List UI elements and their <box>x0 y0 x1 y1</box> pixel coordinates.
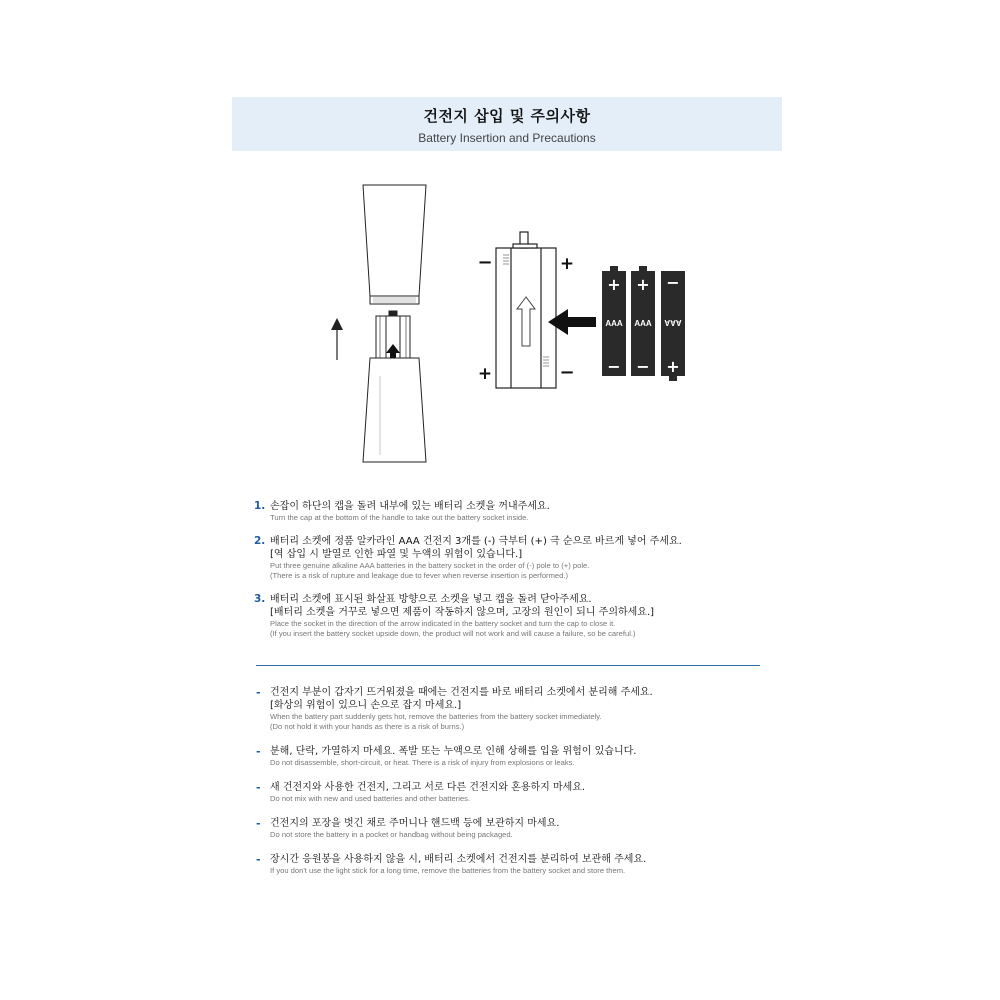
battery-1-label: AAA <box>605 319 623 328</box>
svg-text:−: − <box>636 357 650 376</box>
step-warning-ko: [배터리 소켓을 거꾸로 넣으면 제품이 작동하지 않으며, 고장의 원인이 되니 주의하세요.] <box>270 607 655 618</box>
caution-dash: - <box>256 853 261 866</box>
caution-item <box>256 781 776 804</box>
caution-note-ko: [화상의 위험이 있으니 손으로 잡지 마세요.] <box>270 700 462 711</box>
step-warning-ko: [역 삽입 시 발열로 인한 파열 및 누액의 위험이 있습니다.] <box>270 549 523 560</box>
caution-item <box>256 853 776 876</box>
step-text-en: Place the socket in the direction of the arrow indicated in the battery socket and turn the cap to close it. <box>270 619 616 628</box>
caution-text-en: When the battery part suddenly gets hot, remove the batteries from the battery socket immediately. <box>270 712 602 721</box>
caution-dash: - <box>256 745 261 758</box>
battery-3-label: AAA <box>664 318 682 327</box>
step-3 <box>254 593 774 639</box>
caution-text-en: Do not mix with new and used batteries and other batteries. <box>270 794 471 803</box>
caution-text-ko: 새 건전지와 사용한 건전지, 그리고 서로 다른 건전지와 혼용하지 마세요. <box>270 782 586 793</box>
step-text-en: Turn the cap at the bottom of the handle to take out the battery socket inside. <box>270 513 529 522</box>
caution-text-en: Do not disassemble, short-circuit, or heat. There is a risk of injury from explosions or leaks. <box>270 758 575 767</box>
step-2 <box>254 535 774 581</box>
caution-text-ko: 분해, 단락, 가열하지 마세요. 폭발 또는 누액으로 인해 상해를 입을 위험이 있습니다. <box>270 746 637 757</box>
step-number: 3. <box>254 593 266 605</box>
socket-frame <box>496 248 556 388</box>
step-warning-en: (If you insert the battery socket upside down, the product will not work and will cause a failure, so be careful.) <box>270 629 636 638</box>
socket-plus-top: + <box>559 254 575 274</box>
caution-dash: - <box>256 686 261 699</box>
handle-bottom-cap <box>363 358 426 462</box>
socket-plus-bottom: + <box>477 364 493 384</box>
caution-text-en: Do not store the battery in a pocket or handbag without being packaged. <box>270 830 513 839</box>
svg-text:−: − <box>607 357 621 376</box>
step-text-en: Put three genuine alkaline AAA batteries in the battery socket in the order of (-) pole to (+) pole. <box>270 561 590 570</box>
caution-note-en: (Do not hold it with your hands as there is a risk of burns.) <box>270 722 465 731</box>
svg-text:−: − <box>666 273 680 292</box>
handle-top-body <box>363 185 426 296</box>
battery-2 <box>631 266 655 376</box>
svg-text:+: + <box>607 275 621 294</box>
page-subtitle: Battery Insertion and Precautions <box>418 131 596 145</box>
step-text-ko: 배터리 소켓에 정품 알카라인 AAA 건전지 3개를 (-) 극부터 (+) 극 순으로 바르게 넣어 주세요. <box>270 536 682 547</box>
arrow-up-small-icon <box>386 344 400 358</box>
page-title: 건전지 삽입 및 주의사항 <box>423 107 591 125</box>
step-text-ko: 손잡이 하단의 캡을 돌려 내부에 있는 배터리 소켓을 꺼내주세요. <box>270 501 550 512</box>
caution-item <box>256 817 776 840</box>
caution-text-en: If you don't use the light stick for a long time, remove the batteries from the battery socket and store them. <box>270 866 626 875</box>
insertion-steps <box>254 500 774 647</box>
battery-1 <box>602 266 626 376</box>
handle-diagram <box>363 185 426 462</box>
socket-minus-bottom: − <box>559 362 575 383</box>
caution-dash: - <box>256 817 261 830</box>
caution-text-ko: 건전지 부분이 갑자기 뜨거워졌을 때에는 건전지를 바로 배터리 소켓에서 분리해 주세요. <box>270 687 653 698</box>
section-divider <box>256 665 760 666</box>
svg-text:+: + <box>636 275 650 294</box>
step-number: 2. <box>254 535 266 547</box>
battery-3-reversed <box>661 271 685 381</box>
svg-text:+: + <box>666 357 680 376</box>
caution-item <box>256 745 776 768</box>
step-number: 1. <box>254 500 266 512</box>
caution-text-ko: 장시간 응원봉을 사용하지 않을 시, 배터리 소켓에서 건전지를 분리하여 보관해 주세요. <box>270 854 647 865</box>
step-1 <box>254 500 774 523</box>
step-warning-en: (There is a risk of rupture and leakage due to fever when reverse insertion is performed.) <box>270 571 568 580</box>
caution-text-ko: 건전지의 포장을 벗긴 채로 주머니나 핸드백 등에 보관하지 마세요. <box>270 818 560 829</box>
socket-minus-top: − <box>477 252 493 273</box>
arrow-up-icon <box>331 318 343 360</box>
battery-2-label: AAA <box>634 319 652 328</box>
caution-dash: - <box>256 781 261 794</box>
caution-item <box>256 686 776 732</box>
precautions-list <box>256 686 776 889</box>
step-text-ko: 배터리 소켓에 표시된 화살표 방향으로 소켓을 넣고 캡을 돌려 닫아주세요. <box>270 594 592 605</box>
battery-socket <box>496 232 556 388</box>
